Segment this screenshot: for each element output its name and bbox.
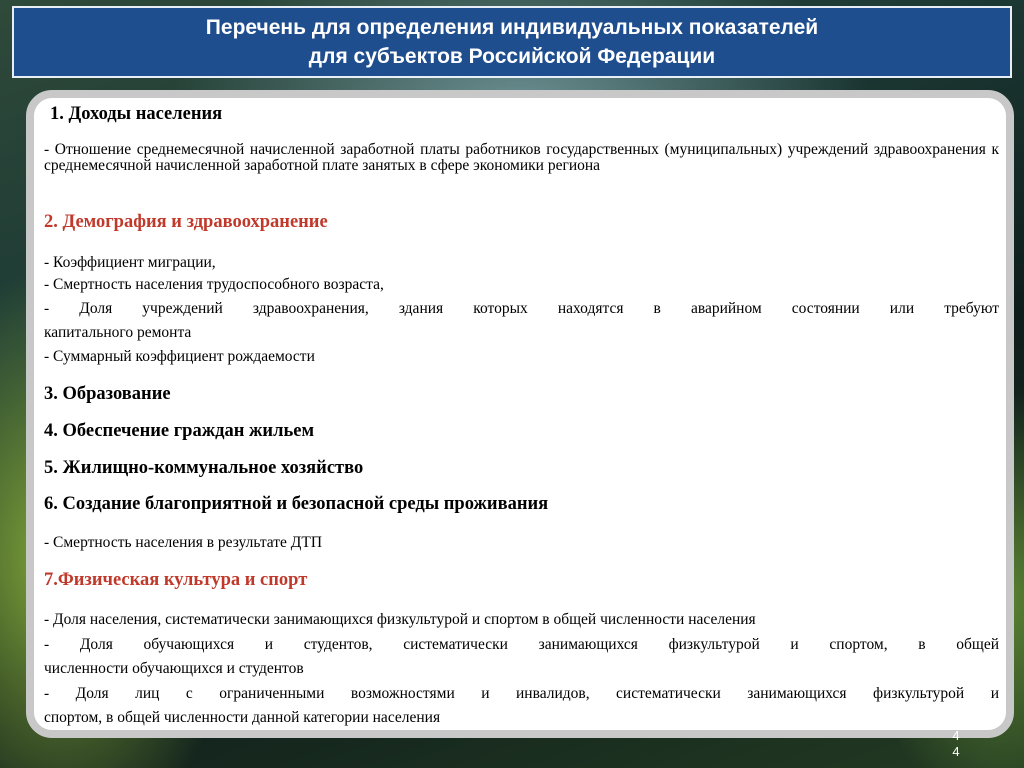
slide-title	[12, 6, 1012, 78]
list-item-sport-disabled-line1: - Доля лиц с ограниченными возможностями и инвалидов, систематически занимающихся физкультурой и	[44, 685, 999, 702]
list-item-birth-rate: - Суммарный коэффициент рождаемости	[44, 348, 315, 365]
section-heading-housing: 4. Обеспечение граждан жильем	[44, 421, 315, 441]
page-number-bottom: 4	[952, 744, 960, 759]
list-item-road-deaths: - Смертность населения в результате ДТП	[44, 534, 323, 551]
section-heading-utilities: 5. Жилищно-коммунальное хозяйство	[44, 458, 364, 478]
section-heading-environment: 6. Создание благоприятной и безопасной среды проживания	[44, 494, 549, 514]
list-item-income-ratio: - Отношение среднемесячной начисленной заработной платы работников государственных (муниципальных) учреждений здравоохранения к среднемесячной начисленной заработной плате занятых в сфере экономики региона	[44, 141, 999, 174]
list-item-sport-students-line2: численности обучающихся и студентов	[44, 660, 304, 677]
page-number	[948, 728, 964, 760]
list-item-sport-students-line1: - Доля обучающихся и студентов, систематически занимающихся физкультурой и спортом, в общей	[44, 636, 999, 653]
section-heading-sport: 7.Физическая культура и спорт	[44, 570, 308, 590]
list-item-sport-population: - Доля населения, систематически занимающихся физкультурой и спортом в общей численности населения	[44, 611, 756, 628]
slide-title-line1: Перечень для определения индивидуальных показателей	[205, 16, 819, 39]
section-heading-income: 1. Доходы населения	[50, 104, 223, 124]
page-number-top: 4	[952, 728, 960, 743]
section-heading-demography: 2. Демография и здравоохранение	[44, 212, 328, 232]
list-item-migration: - Коэффициент миграции,	[44, 254, 216, 271]
list-item-emergency-buildings-line2: капитального ремонта	[44, 324, 192, 341]
list-item-sport-disabled-line2: спортом, в общей численности данной категории населения	[44, 709, 441, 726]
list-item-emergency-buildings-line1: - Доля учреждений здравоохранения, здания которых находятся в аварийном состоянии или требуют	[44, 300, 999, 317]
list-item-mortality: - Смертность населения трудоспособного возраста,	[44, 276, 384, 293]
section-heading-education: 3. Образование	[44, 384, 171, 404]
slide-title-line2: для субъектов Российской Федерации	[308, 45, 716, 68]
